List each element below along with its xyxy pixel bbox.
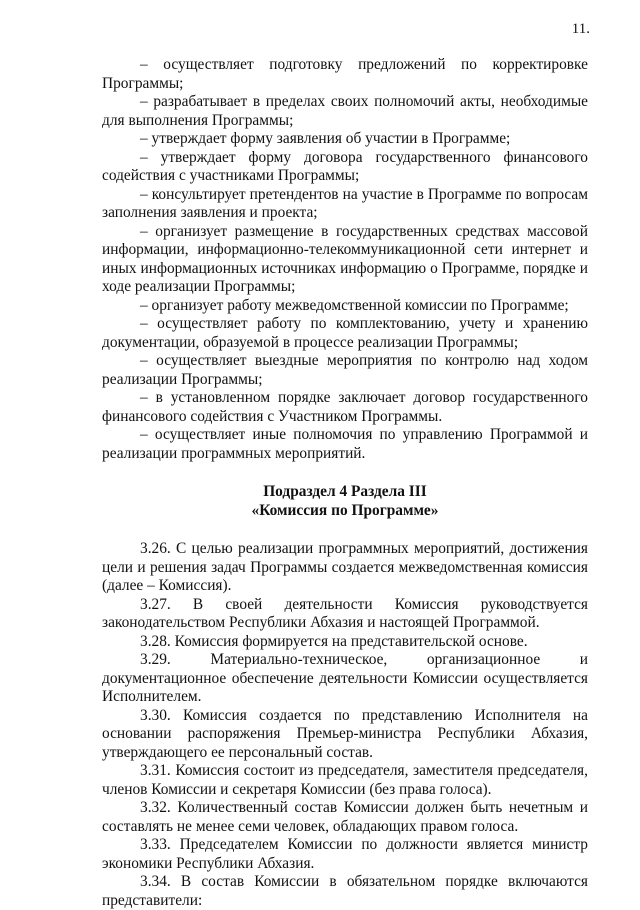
clause-paragraph: 3.33. Председателем Комиссии по должности является министр экономики Республики Абхазия. bbox=[102, 836, 588, 872]
list-item: – разрабатывает в пределах своих полномочий акты, необходимые для выполнения Программы; bbox=[102, 93, 588, 129]
list-item: – осуществляет иные полномочия по управлению Программой и реализации программных мероприятий. bbox=[102, 426, 588, 462]
list-item: – организует размещение в государственных средствах массовой информации, информационно-телекоммуникационной сети интернет и иных информационных источниках информацию о Программе, порядке и ходе реализации Программы; bbox=[102, 222, 588, 295]
clause-paragraph: 3.27. В своей деятельности Комиссия руководствуется законодательством Республики Абхазия и настоящей Программой. bbox=[102, 595, 588, 631]
clause-paragraph: 3.32. Количественный состав Комиссии должен быть нечетным и составлять не менее семи человек, обладающих правом голоса. bbox=[102, 799, 588, 835]
list-item: – осуществляет выездные мероприятия по контролю над ходом реализации Программы; bbox=[102, 352, 588, 388]
clause-paragraph: 3.34. В состав Комиссии в обязательном порядке включаются представители: bbox=[102, 873, 588, 909]
list-item: – организует работу межведомственной комиссии по Программе; bbox=[140, 296, 569, 314]
clause-paragraph: 3.26. С целью реализации программных мероприятий, достижения цели и решения задач Программы создается межведомственная комиссия (далее – Комиссия). bbox=[102, 540, 588, 594]
list-item: – осуществляет подготовку предложений по корректировке Программы; bbox=[102, 56, 588, 92]
list-item: – утверждает форму договора государственного финансового содействия с участниками Программы; bbox=[102, 148, 588, 184]
clause-paragraph: 3.28. Комиссия формируется на представительской основе. bbox=[140, 632, 528, 650]
list-item: – осуществляет работу по комплектованию, учету и хранению документации, образуемой в процессе реализации Программы; bbox=[102, 315, 588, 351]
list-item: – утверждает форму заявления об участии в Программе; bbox=[140, 130, 511, 147]
section-heading-line1: Подраздел 4 Раздела III bbox=[263, 483, 427, 500]
clause-paragraph: 3.30. Комиссия создается по представлению Исполнителя на основании распоряжения Премьер-министра Республики Абхазия, утверждающего ее персональный состав. bbox=[102, 706, 588, 761]
list-item: – консультирует претендентов на участие в Программе по вопросам заполнения заявления и проекта; bbox=[102, 185, 588, 221]
clause-paragraph: 3.31. Комиссия состоит из председателя, заместителя председателя, членов Комиссии и секретаря Комиссии (без права голоса). bbox=[102, 762, 588, 798]
document-body bbox=[102, 56, 588, 910]
page-number: 11. bbox=[571, 21, 590, 37]
clause-paragraph: 3.29. Материально-техническое, организационное и документационное обеспечение деятельности Комиссии осуществляется Исполнителем. bbox=[102, 651, 588, 705]
section-heading-line2: «Комиссия по Программе» bbox=[251, 501, 439, 519]
list-item: – в установленном порядке заключает договор государственного финансового содействия с Участником Программы. bbox=[102, 389, 588, 425]
